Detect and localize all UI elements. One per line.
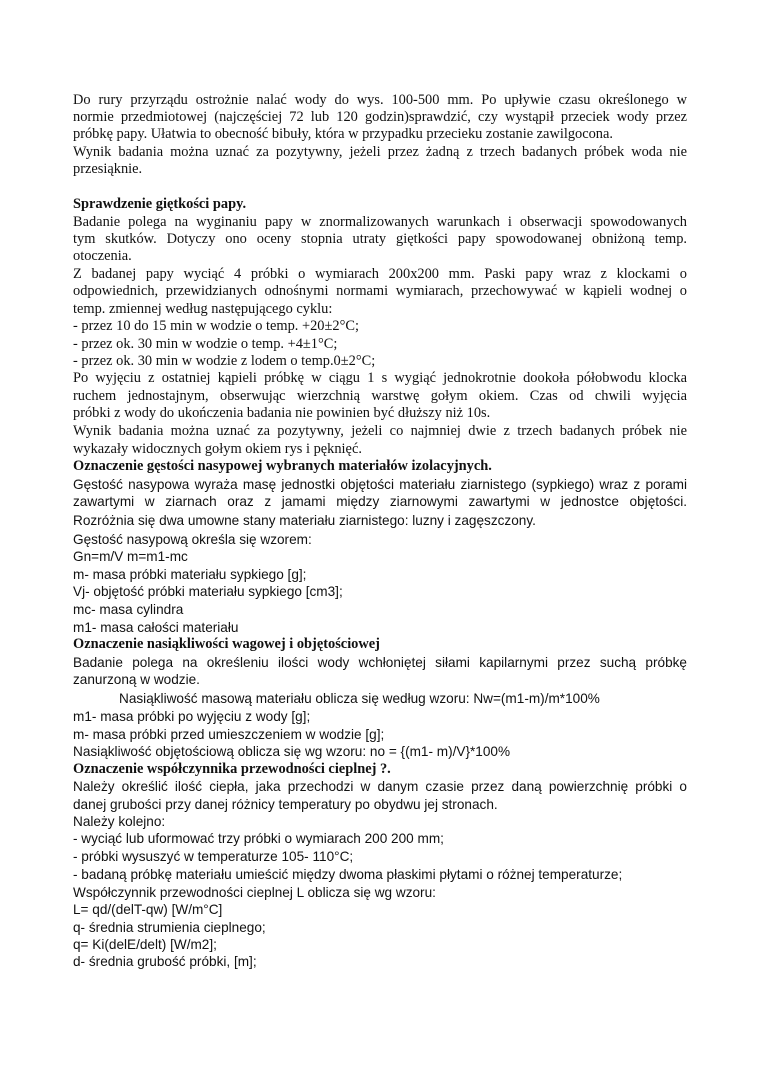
text-line: Gęstość nasypowa wyraża masę jednostki objętości materiału ziarnistego (sypkiego) wraz z porami	[73, 477, 687, 492]
text-line: otoczenia.	[73, 248, 132, 264]
text-line: - przez 10 do 15 min w wodzie o temp. +20±2°C;	[73, 318, 359, 334]
text-line: zawartymi w ziarnach oraz z jamami między ziarnowymi zawartymi w jednostce objętości.	[73, 494, 687, 509]
text-line: L= qd/(delT-qw) [W/m°C]	[73, 902, 223, 917]
text-line: m1- masa całości materiału	[73, 620, 239, 635]
text-line: d- średnia grubość próbki, [m];	[73, 954, 257, 969]
section-heading: Oznaczenie gęstości nasypowej wybranych materiałów izolacyjnych.	[73, 458, 492, 474]
text-line: mc- masa cylindra	[73, 602, 184, 617]
section-heading: Oznaczenie współczynnika przewodności cieplnej ?.	[73, 761, 391, 777]
text-line: temp. zmiennej według następującego cyklu:	[73, 301, 333, 317]
text-line: - badaną próbkę materiału umieścić między dwoma płaskimi płytami o różnej temperaturze;	[73, 867, 623, 882]
text-line: próbkę papy. Ułatwia to obecność bibuły, która w przypadku przecieku zostanie zawilgocona.	[73, 126, 613, 142]
text-line: Badanie polega na wyginaniu papy w znormalizowanych warunkach i obserwacji spowodowanych	[73, 214, 687, 230]
text-line: wykazały widocznych gołym okiem rys i pęknięć.	[73, 441, 362, 457]
text-line: - próbki wysuszyć w temperaturze 105- 110°C;	[73, 849, 354, 864]
text-line: Należy określić ilość ciepła, jaka przechodzi w danym czasie przez daną powierzchnię próbki o	[73, 779, 687, 794]
section-heading: Oznaczenie nasiąkliwości wagowej i objętościowej	[73, 636, 380, 652]
text-line: próbki z wody do ukończenia badania nie powinien być dłuższy niż 10s.	[73, 405, 491, 421]
text-line: - przez ok. 30 min w wodzie o temp. +4±1°C;	[73, 336, 338, 352]
text-line: Do rury przyrządu ostrożnie nalać wody do wys. 100-500 mm. Po upływie czasu określonego w	[73, 92, 687, 108]
text-line: - przez ok. 30 min w wodzie z lodem o temp.0±2°C;	[73, 353, 376, 369]
text-line: Badanie polega na określeniu ilości wody wchłoniętej siłami kapilarnymi przez suchą próbkę	[73, 655, 687, 670]
text-line: ruchem jednostajnym, obserwując wierzchnią warstwę gołym okiem. Czas od chwili wyjęcia	[73, 388, 687, 404]
text-line: Należy kolejno:	[73, 814, 166, 829]
text-line: Z badanej papy wyciąć 4 próbki o wymiarach 200x200 mm. Paski papy wraz z klockami o	[73, 266, 687, 282]
text-line: przesiąknie.	[73, 161, 143, 177]
section-heading: Sprawdzenie giętkości papy.	[73, 196, 247, 212]
text-line: danej grubości przy danej różnicy temperatury po obydwu jej stronach.	[73, 797, 498, 812]
text-line: zanurzoną w wodzie.	[73, 672, 200, 687]
text-line: m1- masa próbki po wyjęciu z wody [g];	[73, 709, 311, 724]
text-line: tym skutków. Dotyczy ono oceny stopnia utraty giętkości papy spowodowanej obniżoną temp.	[73, 231, 687, 247]
text-line: Wynik badania można uznać za pozytywny, jeżeli co najmniej dwie z trzech badanych próbek nie	[73, 423, 687, 439]
text-line: Gęstość nasypową określa się wzorem:	[73, 532, 312, 547]
text-line: odpowiednich, przewidzianych odnośnymi normami wymiarach, przechowywać w kąpieli wodnej o	[73, 283, 687, 299]
text-line: Współczynnik przewodności cieplnej L oblicza się wg wzoru:	[73, 885, 436, 900]
text-line: Wynik badania można uznać za pozytywny, jeżeli przez żadną z trzech badanych próbek woda nie	[73, 144, 687, 160]
text-line: m- masa próbki materiału sypkiego [g];	[73, 567, 307, 582]
text-line: Nasiąkliwość masową materiału oblicza się według wzoru: Nw=(m1-m)/m*100%	[119, 691, 600, 706]
text-line: Vj- objętość próbki materiału sypkiego [cm3];	[73, 584, 343, 599]
text-line: Po wyjęciu z ostatniej kąpieli próbkę w ciągu 1 s wygiąć jednokrotnie dookoła półobwodu klocka	[73, 370, 687, 386]
text-line: m- masa próbki przed umieszczeniem w wodzie [g];	[73, 727, 385, 742]
text-line: normie przedmiotowej (najczęściej 72 lub 120 godzin)sprawdzić, czy wystąpił przeciek wody przez	[73, 109, 687, 125]
text-line: Nasiąkliwość objętościową oblicza się wg wzoru: no = {(m1- m)/V}*100%	[73, 744, 511, 759]
text-line: - wyciąć lub uformować trzy próbki o wymiarach 200 200 mm;	[73, 831, 444, 846]
text-line: q= Ki(delE/delt) [W/m2];	[73, 937, 217, 952]
text-line: q- średnia strumienia cieplnego;	[73, 920, 266, 935]
text-line: Rozróżnia się dwa umowne stany materiału ziarnistego: luzny i zagęszczony.	[73, 513, 536, 528]
text-line: Gn=m/V m=m1-mc	[73, 549, 188, 564]
